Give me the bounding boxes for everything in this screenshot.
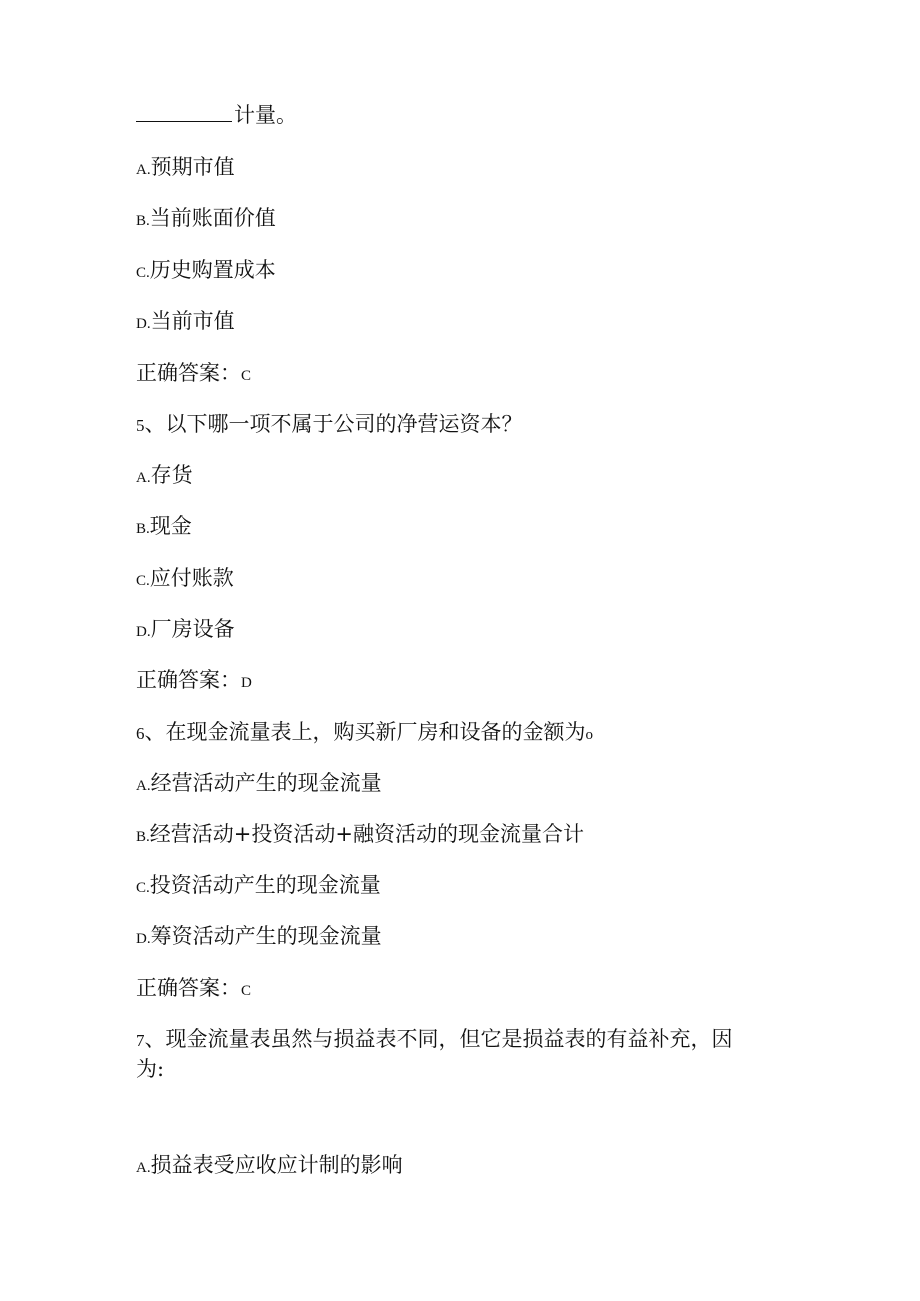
q4-answer: 正确答案：C: [136, 361, 252, 385]
q5-stem: 5、以下哪一项不属于公司的净营运资本？: [136, 412, 523, 436]
q7-option-a: A.损益表受应收应计制的影响: [136, 1153, 403, 1177]
q4-option-b: B.当前账面价值: [136, 206, 276, 230]
q7-stem-line2: 为:: [136, 1057, 165, 1081]
fill-blank: [136, 103, 232, 122]
q5-option-b: B.现金: [136, 514, 192, 538]
q6-option-c: C.投资活动产生的现金流量: [136, 873, 381, 897]
q4-stem: 计量。: [136, 100, 297, 130]
q6-option-a: A.经营活动产生的现金流量: [136, 771, 382, 795]
q5-option-a: A.存货: [136, 463, 193, 487]
q7-stem-line1: 7、现金流量表虽然与损益表不同，但它是损益表的有益补充，因: [136, 1027, 733, 1051]
q6-stem: 6、在现金流量表上，购买新厂房和设备的金额为o: [136, 720, 593, 744]
q5-option-d: D.厂房设备: [136, 617, 235, 641]
q6-answer: 正确答案：C: [136, 976, 252, 1000]
q6-option-b: B.经营活动+投资活动+融资活动的现金流量合计: [136, 822, 584, 846]
q4-option-c: C.历史购置成本: [136, 258, 276, 282]
q4-option-d: D.当前市值: [136, 309, 235, 333]
q5-option-c: C.应付账款: [136, 566, 234, 590]
q5-answer: 正确答案：D: [136, 668, 252, 692]
q4-option-a: A.预期市值: [136, 155, 235, 179]
q6-option-d: D.筹资活动产生的现金流量: [136, 924, 382, 948]
